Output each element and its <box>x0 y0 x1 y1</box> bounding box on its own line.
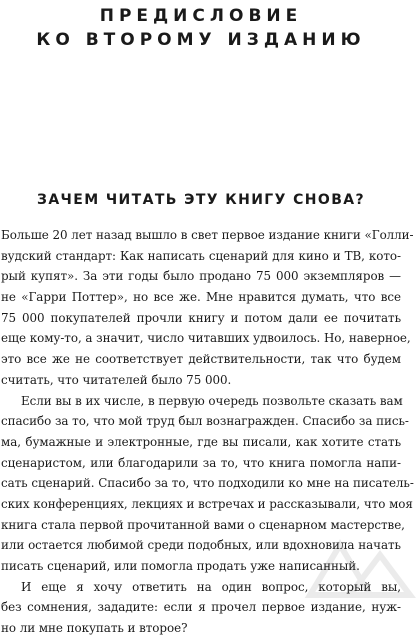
chapter-heading-line-1: ПРЕДИСЛОВИЕ <box>99 6 303 26</box>
text-line: писать сценарий, или помогла продать уже написанный. <box>1 559 360 573</box>
text-line: Если вы в их числе, в первую очередь позвольте сказать вам <box>21 393 403 408</box>
body-text <box>1 225 414 639</box>
text-line: еще кому-то, а значит, число читавших удвоилось. Но, наверное, <box>1 331 411 346</box>
text-line: вудский стандарт: Как написать сценарий для кино и ТВ, кото- <box>1 248 401 263</box>
text-line: или остается любимой среди подобных, или вдохновила начать <box>1 538 401 553</box>
text-line: это все же не соответствует действительности, так что будем <box>1 352 401 367</box>
text-line: И еще я хочу ответить на один вопрос, который вы, <box>21 579 401 594</box>
text-line: книга стала первой прочитанной вами о сценарном мастерстве, <box>1 517 405 532</box>
paragraph-2 <box>1 391 414 577</box>
text-line: но ли мне покупать и второе? <box>1 621 188 636</box>
text-line: спасибо за то, что мой труд был вознагражден. Спасибо за пись- <box>1 414 409 429</box>
text-line: сать сценарий. Спасибо за то, что подходили ко мне на писатель- <box>1 476 414 491</box>
text-line: без сомнения, зададите: если я прочел первое издание, нуж- <box>1 600 401 615</box>
paragraph-3 <box>1 577 401 639</box>
chapter-heading-line-2: КО ВТОРОМУ ИЗДАНИЮ <box>36 30 366 50</box>
text-line: не «Гарри Поттер», но все же. Мне нравится думать, что все <box>1 290 401 305</box>
section-title: ЗАЧЕМ ЧИТАТЬ ЭТУ КНИГУ СНОВА? <box>36 192 366 208</box>
chapter-heading <box>0 4 402 52</box>
text-line: ма, бумажные и электронные, где вы писали, как хотите стать <box>1 434 401 449</box>
text-line: 75 000 покупателей прочли книгу и потом дали ее почитать <box>1 310 401 325</box>
text-line: Больше 20 лет назад вышло в свет первое издание книги «Голли- <box>1 228 414 242</box>
text-line: рый купят». За эти годы было продано 75 000 экземпляров — <box>1 269 401 284</box>
text-line: считать, что читателей было 75 000. <box>1 372 232 387</box>
paragraph-1 <box>1 225 414 391</box>
text-line: ских конференциях, лекциях и встречах и рассказывали, что моя <box>1 496 413 511</box>
text-line: сценаристом, или благодарили за то, что книга помогла напи- <box>1 455 401 470</box>
